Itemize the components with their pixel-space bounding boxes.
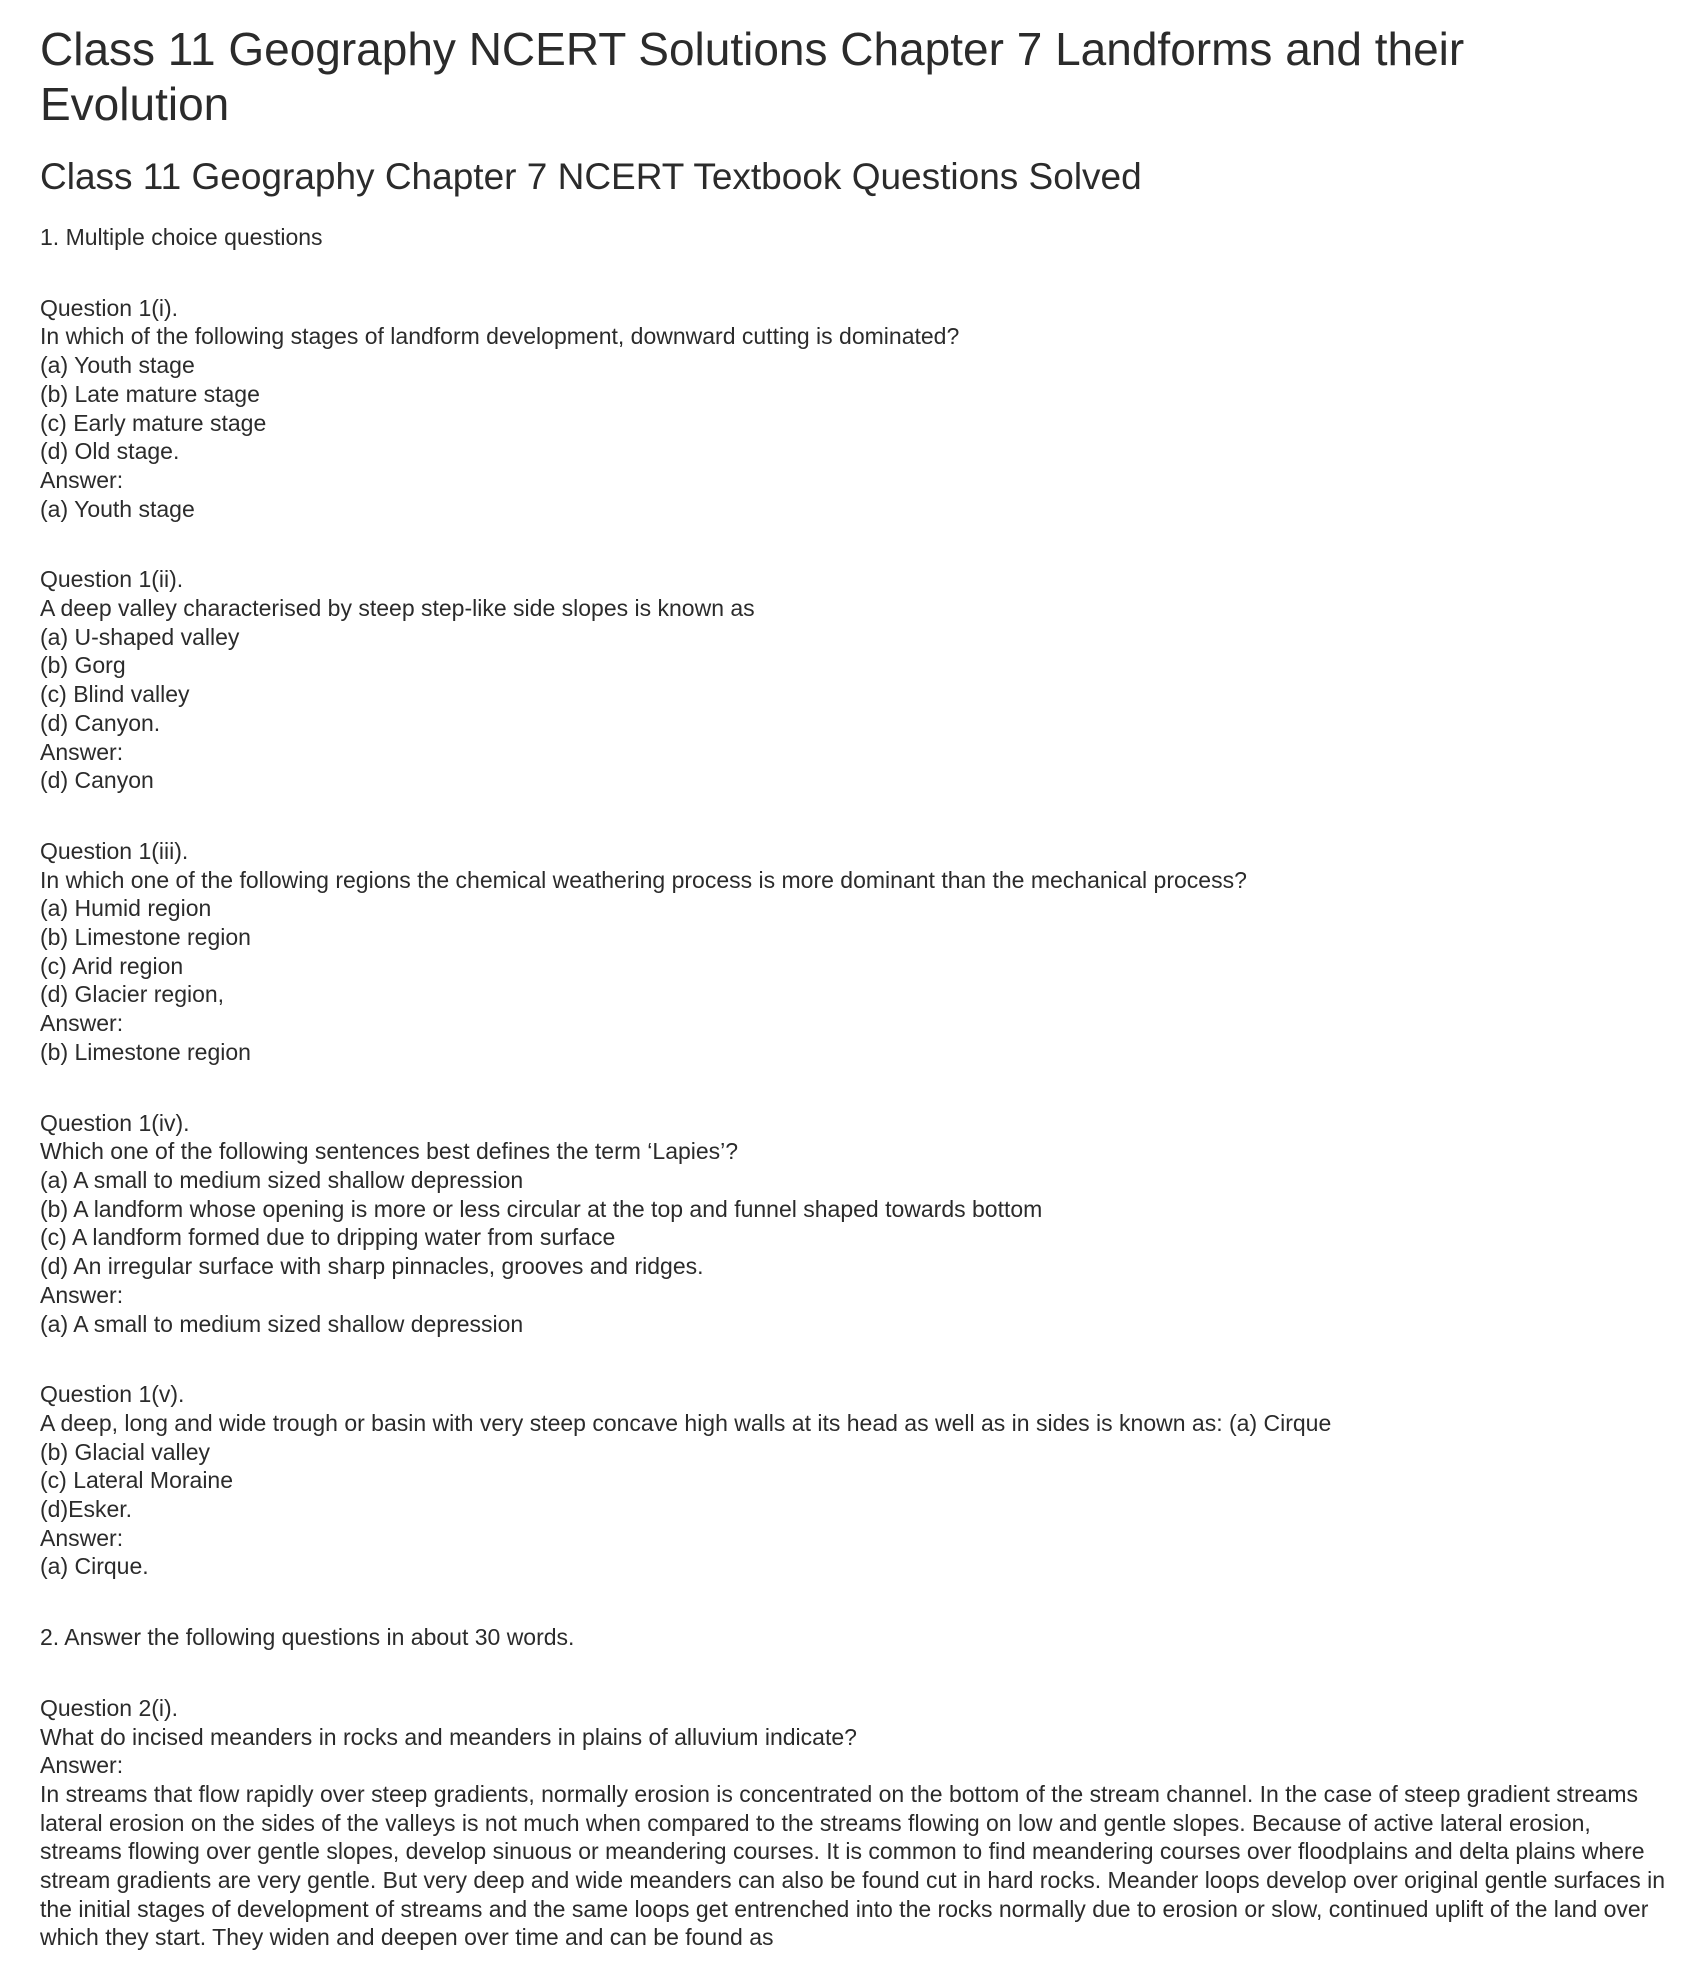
option-c: (c) Arid region xyxy=(40,952,184,979)
option-c: (c) Blind valley xyxy=(40,681,190,708)
answer-label: Answer: xyxy=(40,1524,124,1551)
question-label: Question 1(ii). xyxy=(40,566,184,593)
section2-heading: 2. Answer the following questions in about 30 words. xyxy=(40,1624,575,1651)
answer-text: (a) Youth stage xyxy=(40,495,195,522)
answer-label: Answer: xyxy=(40,1281,124,1308)
option-b: (b) A landform whose opening is more or less circular at the top and funnel shaped towards bottom xyxy=(40,1195,1043,1222)
option-d: (d) Glacier region, xyxy=(40,981,225,1008)
answer-text: (a) A small to medium sized shallow depression xyxy=(40,1310,524,1337)
question-label: Question 1(i). xyxy=(40,294,179,321)
page-title: Class 11 Geography NCERT Solutions Chapter 7 Landforms and their Evolution xyxy=(40,23,1465,130)
question-label: Question 1(iv). xyxy=(40,1109,190,1136)
document-page xyxy=(40,22,1665,1952)
option-c: (c) Early mature stage xyxy=(40,409,267,436)
answer-text: (a) Cirque. xyxy=(40,1553,149,1580)
option-a: (a) U-shaped valley xyxy=(40,623,240,650)
question-text: Which one of the following sentences best defines the term ‘Lapies’? xyxy=(40,1138,739,1165)
question-block-1iv xyxy=(40,1109,1665,1339)
section1-heading: 1. Multiple choice questions xyxy=(40,224,323,250)
option-a: (a) A small to medium sized shallow depression xyxy=(40,1166,524,1193)
option-c: (c) A landform formed due to dripping water from surface xyxy=(40,1224,616,1251)
option-d: (d)Esker. xyxy=(40,1496,133,1523)
option-b: (b) Late mature stage xyxy=(40,380,260,407)
question-text: A deep, long and wide trough or basin with very steep concave high walls at its head as well as in sides is known as: (a) Cirque xyxy=(40,1409,1332,1436)
answer-label: Answer: xyxy=(40,466,124,493)
question-label: Question 1(iii). xyxy=(40,837,189,864)
question-block-1i xyxy=(40,294,1665,524)
question-text: In which of the following stages of landform development, downward cutting is dominated? xyxy=(40,323,960,350)
question-text: A deep valley characterised by steep step-like side slopes is known as xyxy=(40,595,755,622)
question-block-1ii xyxy=(40,565,1665,795)
option-d: (d) Old stage. xyxy=(40,438,180,465)
option-d: (d) An irregular surface with sharp pinnacles, grooves and ridges. xyxy=(40,1253,704,1280)
option-b: (b) Gorg xyxy=(40,652,126,679)
option-a: (a) Humid region xyxy=(40,895,212,922)
answer-label: Answer: xyxy=(40,1752,124,1779)
answer-text: (b) Limestone region xyxy=(40,1038,251,1065)
answer-paragraph: In streams that flow rapidly over steep gradients, normally erosion is concentrated on the bottom of the stream channel. In the case of steep gradient streams lateral erosion on the sides of the valleys is not much when compared to the streams flowing on low and gentle slopes. Because of active lateral erosion, streams flowing over gentle slopes, develop sinuous or meandering courses. It is common to find meandering courses over floodplains and delta plains where stream gradients are very gentle. But very deep and wide meanders can also be found cut in hard rocks. Meander loops develop over original gentle surfaces in the initial stages of development of streams and the same loops get entrenched into the rocks normally due to erosion or slow, continued uplift of the land over which they start. They widen and deepen over time and can be found as xyxy=(40,1780,1665,1951)
option-b: (b) Limestone region xyxy=(40,924,251,951)
question-text: In which one of the following regions the chemical weathering process is more dominant than the mechanical process? xyxy=(40,866,1247,893)
question-block-2i xyxy=(40,1694,1665,1952)
question-text: What do incised meanders in rocks and meanders in plains of alluvium indicate? xyxy=(40,1723,857,1750)
option-b: (b) Glacial valley xyxy=(40,1438,210,1465)
option-a: (a) Youth stage xyxy=(40,352,195,379)
question-block-1v xyxy=(40,1380,1665,1581)
option-d: (d) Canyon. xyxy=(40,709,161,736)
question-label: Question 1(v). xyxy=(40,1381,185,1408)
option-c: (c) Lateral Moraine xyxy=(40,1467,234,1494)
question-block-1iii xyxy=(40,837,1665,1067)
answer-text: (d) Canyon xyxy=(40,767,154,794)
page-subtitle: Class 11 Geography Chapter 7 NCERT Textbook Questions Solved xyxy=(40,156,1142,197)
answer-label: Answer: xyxy=(40,1010,124,1037)
question-label: Question 2(i). xyxy=(40,1694,179,1721)
answer-label: Answer: xyxy=(40,738,124,765)
